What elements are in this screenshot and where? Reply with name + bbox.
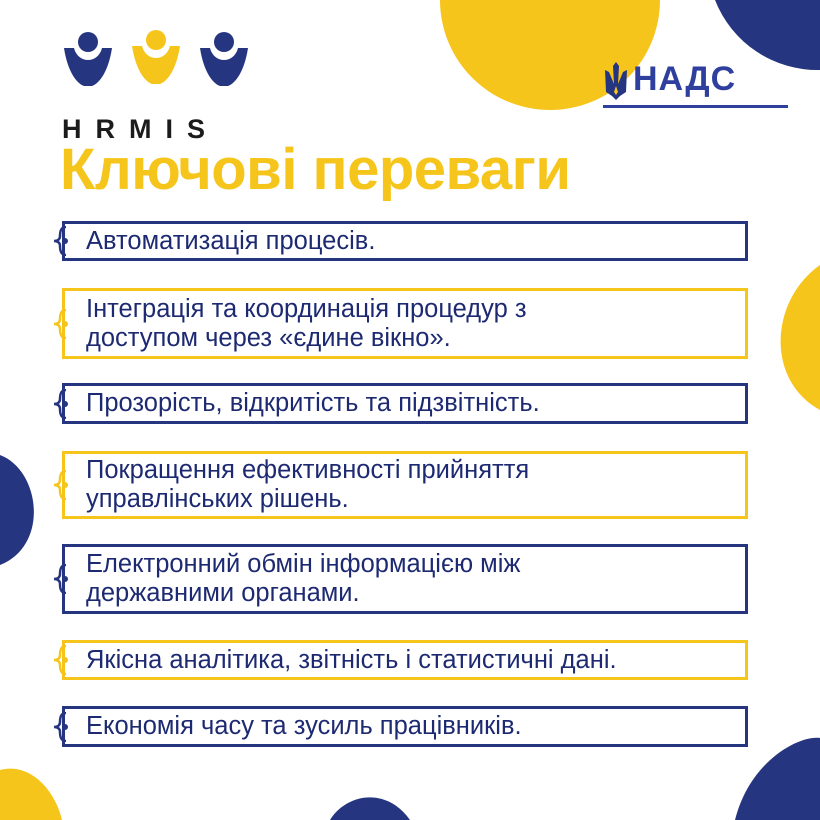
hrmis-logo — [60, 28, 260, 144]
list-item-text: Інтеграція та координація процедур з доступом через «єдине вікно». — [86, 294, 527, 352]
list-item — [62, 221, 748, 261]
bullet-bracket-icon — [52, 645, 68, 675]
bullet-bracket-icon — [52, 389, 68, 419]
nads-logo — [603, 58, 793, 110]
bullet-bracket-icon — [52, 309, 68, 339]
list-item — [62, 383, 748, 424]
list-item — [62, 288, 748, 359]
list-item-text: Прозорість, відкритість та підзвітність. — [86, 389, 540, 418]
list-item-text: Електронний обмін інформацією між державними органами. — [86, 550, 521, 607]
ukraine-trident-icon — [603, 62, 629, 100]
list-item-text: Покращення ефективності прийняття управлінських рішень. — [86, 456, 530, 513]
bullet-bracket-icon — [52, 712, 68, 742]
list-item — [62, 544, 748, 614]
page-title: Ключові переваги — [60, 137, 571, 202]
list-item-text: Автоматизація процесів. — [86, 226, 376, 255]
bullet-bracket-icon — [52, 564, 68, 594]
hrmis-people-logo — [60, 28, 260, 108]
nads-underline — [603, 105, 788, 108]
list-item — [62, 706, 748, 747]
list-item — [62, 451, 748, 519]
list-item-text: Якісна аналітика, звітність і статистичні дані. — [86, 645, 617, 674]
hrmis-wordmark: HRMIS — [62, 114, 219, 144]
bullet-bracket-icon — [52, 470, 68, 500]
bullet-bracket-icon — [52, 226, 68, 256]
list-item — [62, 640, 748, 680]
list-item-text: Економія часу та зусиль працівників. — [86, 712, 522, 741]
nads-wordmark: НАДС — [633, 60, 737, 98]
